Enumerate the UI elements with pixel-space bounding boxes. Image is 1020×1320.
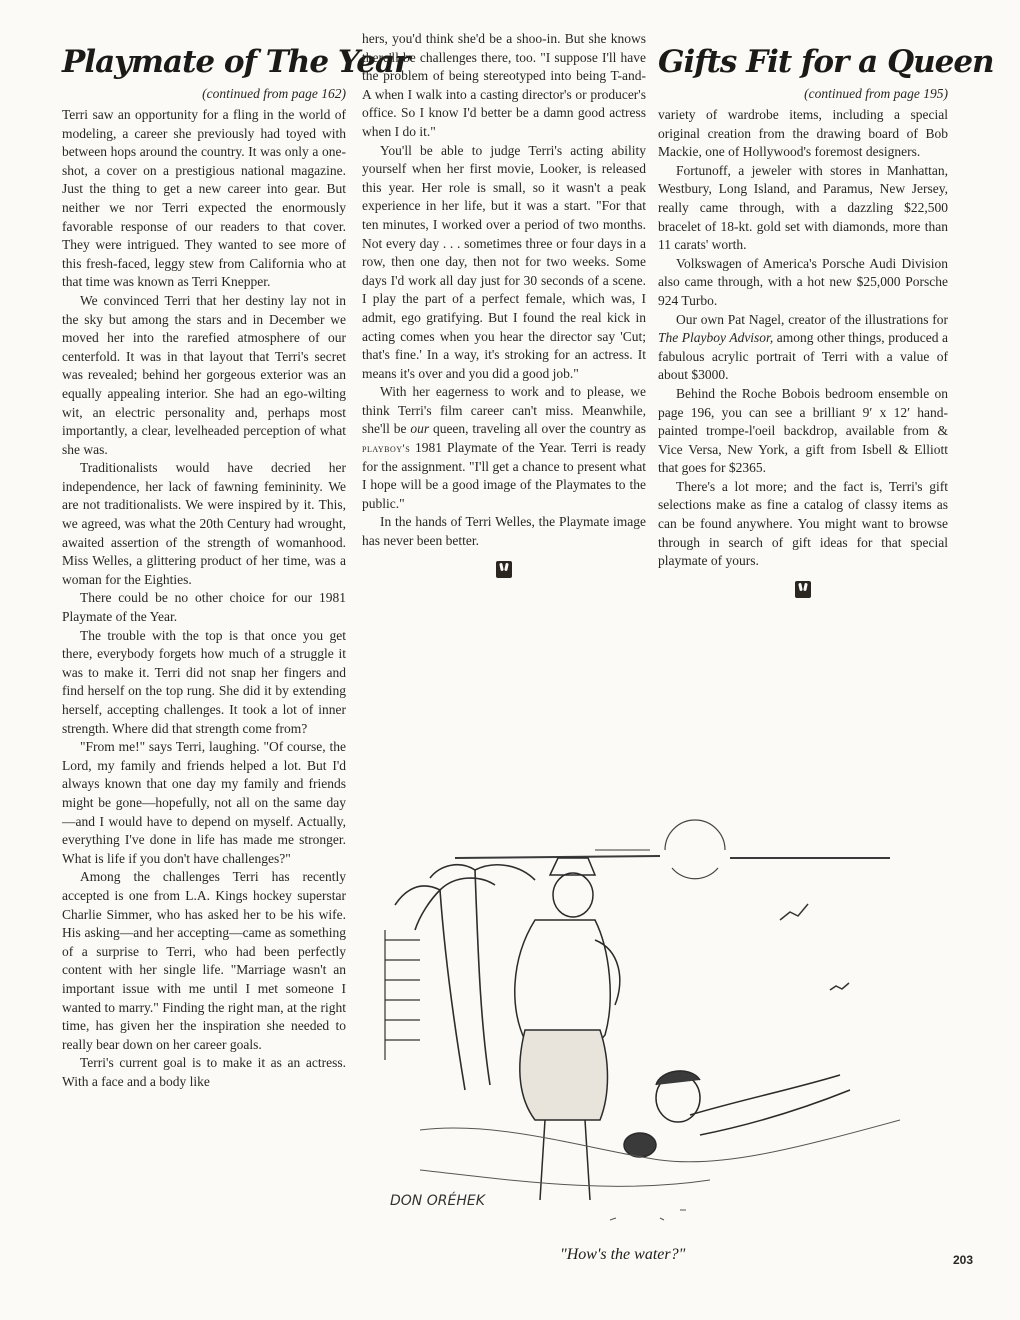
continued-note-left: (continued from page 162) — [202, 86, 346, 101]
paragraph: Fortunoff, a jeweler with stores in Manhattan, Westbury, Long Island, and Paramus, New Jersey, really came through, with a dazzling $22,500 bracelet of 18-kt. gold set with diamonds, more than 11 carats' worth. — [658, 162, 948, 253]
paragraph: You'll be able to judge Terri's acting ability yourself when her first movie, Looker, is released this year. Her role is small, so it wasn't a peak experience in her life, but it was a start. "For that ten minutes, I worked over a period of two months. Not every day . . . sometimes three or four days in a row, then one day, then not for two weeks. Some days I'd work all day just for 30 seconds of a scene. I play the part of a perfect female, which was, I admit, ego gratifying. But I found the real kick in acting comes when you hear the director say 'Cut; that's fine.' In a way, it's stroking for an actress. It means it's over and you did a good job." — [362, 142, 646, 381]
paragraph: There's a lot more; and the fact is, Terri's gift selections make as fine a catalog of classy items as can be found anywhere. You might want to browse through in search of gift ideas for that special playmate of yours. — [658, 478, 948, 569]
horizon-line — [455, 850, 890, 858]
pier-icon — [385, 930, 420, 1060]
couple-on-beach-figure — [624, 1071, 850, 1157]
paragraph: Behind the Roche Bobois bedroom ensemble on page 196, you can see a brilliant 9′ x 12′ hand-painted trompe-l'oeil backdrop, available from & Vice Versa, New York, a gift from Isbell & Elliott that goes for $2365. — [658, 385, 948, 476]
left-article — [62, 30, 410, 1091]
standing-man-figure — [515, 858, 620, 1200]
page-number: 203 — [953, 1253, 974, 1267]
shoreline — [420, 1120, 900, 1220]
paragraph: The trouble with the top is that once you get there, everybody forgets how much of a struggle it was to make it. Terri did not snap her fingers and find herself on the top rung. She did it by extending herself, accepting challenges. It took a lot of inner strength. Where did that strength come from? — [62, 627, 346, 736]
paragraph: "From me!" says Terri, laughing. "Of course, the Lord, my family and friends helped a lot. But I'd always known that one day my family and friends might be gone—hopefully, not all on the same day—and I would have to depend on myself. Actually, everything I've done in life has made me stronger. What is life if you don't have challenges?" — [62, 739, 346, 866]
article-title-gifts: Gifts Fit for a Queen — [658, 44, 994, 80]
cartoonist-signature: DON ORÉHEK — [390, 1193, 485, 1209]
paragraph: Terri saw an opportunity for a fling in the world of modeling, a career she previously had toyed with between hops around the country. It was only a one-shot, a cover on a prestigious national magazine. Just the thing to get a new career into gear. But neither we nor Terri expected the enormously favorable response of our readers to that cover. They were intrigued. They wanted to see more of this fresh-faced, leggy stew from California who at that time was known as Terri Knepper. — [62, 107, 346, 290]
middle-column — [362, 30, 646, 578]
palm-tree-icon — [395, 865, 535, 1090]
rabbit-head-logo-icon — [496, 561, 512, 578]
paragraph: In the hands of Terri Welles, the Playmate image has never been better. — [362, 514, 646, 549]
cartoon-caption: "How's the water?" — [560, 1246, 686, 1263]
paragraph: Among the challenges Terri has recently accepted is one from L.A. Kings hockey superstar Charlie Simmer, who has asked her to be his wife. His asking—and her accepting—came as something of a surprise to Terri, who had been perfectly content with her single life. "Marriage wasn't an important issue with me until I met someone I wanted to marry." Finding the right man, at the right time, has given her the inspiration she needed to really bear down on her career goals. — [62, 869, 346, 1052]
cartoon-illustration — [360, 800, 920, 1240]
rabbit-head-logo-icon — [795, 581, 811, 598]
article-title-playmate: Playmate of The Year — [62, 44, 410, 80]
continued-note-right: (continued from page 195) — [804, 86, 948, 101]
seagull-icon — [780, 904, 849, 990]
sun-icon — [665, 820, 725, 879]
paragraph: There could be no other choice for our 1981 Playmate of the Year. — [62, 590, 346, 625]
paragraph: Terri's current goal is to make it as an actress. With a face and a body like — [62, 1055, 346, 1089]
paragraph: We convinced Terri that her destiny lay not in the sky but among the stars and in December we moved her into the rarefied atmosphere of our centerfold. It was in that layout that Terri's secret was revealed; behind her gorgeous exterior was an equally appealing interior. She had an ego-wilting wit, an electric personality and, perhaps most importantly, a clear, levelheaded perception of what she was. — [62, 292, 346, 457]
paragraph: variety of wardrobe items, including a special original creation from the drawing board of Bob Mackie, one of Hollywood's foremost designers. — [658, 107, 948, 160]
paragraph: Traditionalists would have decried her independence, her lack of fawning femininity. We are not traditionalists. We were inspired by it. This, we agreed, was what the 20th Century had wrought, awaited assertion of the strength of womanhood. Miss Welles, a glittering product of her time, was a woman for the Eighties. — [62, 460, 346, 587]
paragraph: With her eagerness to work and to please, we think Terri's film career can't miss. Meanwhile, she'll be our queen, traveling all over the country as playboy's 1981 Playmate of the Year. Terri is ready for the assignment. "I'll get a chance to present what I hope will be a good image of the Playmates to the public." — [362, 384, 646, 511]
paragraph: Our own Pat Nagel, creator of the illustrations for The Playboy Advisor, among other things, produced a fabulous acrylic portrait of Terri with a value of about $3000. — [658, 311, 948, 383]
right-article — [658, 30, 994, 598]
paragraph: Volkswagen of America's Porsche Audi Division also came through, with a hot new $25,000 Porsche 924 Turbo. — [658, 255, 948, 308]
paragraph: hers, you'd think she'd be a shoo-in. But she knows there'll be challenges there, too. "I suppose I'll have the problem of being stereotyped into being T-and-A when I walk into a casting director's or producer's office. So I know I'd better be a damn good actress when I do it." — [362, 31, 646, 139]
